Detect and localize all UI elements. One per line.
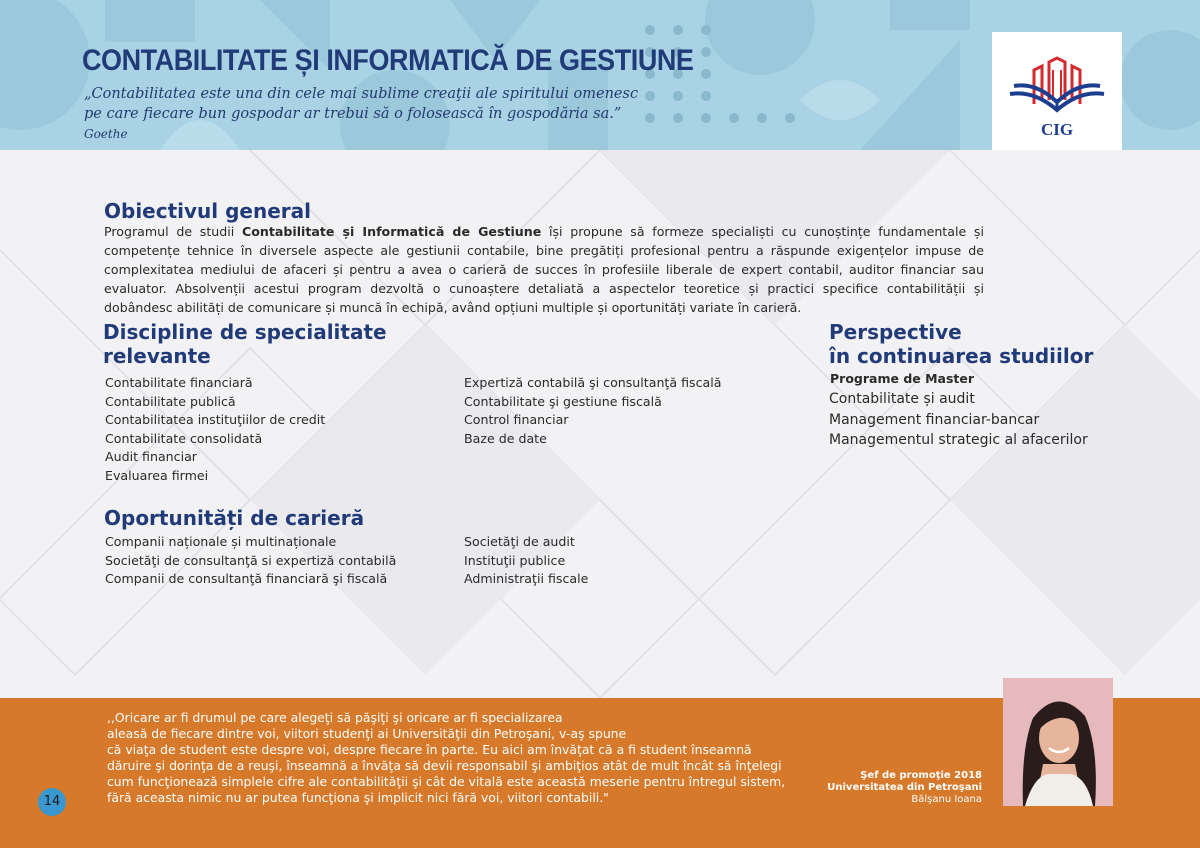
perspectives-heading-line-2: în continuarea studiilor	[829, 344, 1094, 368]
disciplines-heading	[103, 320, 387, 368]
testimonial-line: aleasă de fiecare dintre voi, viitori studenţi ai Universităţii din Petroşani, v-aş spune	[107, 726, 627, 741]
page-number-badge: 14	[38, 788, 66, 816]
perspectives-heading	[829, 320, 1093, 368]
testimonial-line: dăruire şi dorinţa de a reuşi, înseamnă a învăţa să devii responsabil şi ambiţios atât de mult încât să înţelegi	[107, 758, 782, 773]
perspectives-heading-line-1: Perspective	[829, 320, 962, 344]
list-item: Control financiar	[464, 412, 569, 428]
page-title: CONTABILITATE ȘI INFORMATICĂ DE GESTIUNE	[82, 44, 694, 77]
graduate-signature	[827, 770, 982, 806]
career-heading: Oportunități de carieră	[104, 506, 365, 530]
cig-logo	[992, 32, 1122, 150]
list-item: Audit financiar	[105, 449, 197, 465]
list-item: Contabilitate consolidată	[105, 430, 263, 446]
testimonial-footer	[0, 698, 1200, 848]
list-item: Societăţi de consultanţă si expertiză contabilă	[105, 552, 397, 568]
testimonial-line: fără aceasta nimic nu ar putea funcţiona şi implicit nici fără voi, viitori contabili."	[107, 790, 609, 805]
list-item: Contabilitate financiară	[105, 375, 253, 390]
disciplines-list-right	[464, 374, 721, 448]
objective-intro: Programul de studii	[104, 224, 242, 239]
career-list-right	[464, 533, 588, 589]
logo-text: CIG	[1040, 120, 1074, 139]
disciplines-heading-line-1: Discipline de specialitate	[103, 320, 387, 344]
list-item: Contabilitate și audit	[829, 391, 975, 407]
list-item: Companii naționale și multinaționale	[105, 534, 337, 549]
main-content	[0, 150, 1200, 698]
objective-paragraph	[104, 222, 984, 317]
list-item: Companii de consultanţă financiară şi fiscală	[105, 571, 388, 587]
goethe-quote	[84, 84, 638, 124]
objective-heading: Obiectivul general	[104, 199, 312, 223]
list-item: Management financiar-bancar	[829, 411, 1040, 428]
master-programs-label: Programe de Master	[830, 371, 975, 386]
program-name: Contabilitate și Informatică de Gestiune	[241, 224, 542, 239]
list-item: Contabilitate publică	[105, 393, 236, 409]
testimonial-line: ,,Oricare ar fi drumul pe care alegeţi să păşiţi şi oricare ar fi specializarea	[107, 710, 563, 725]
list-item: Contabilitatea instituţiilor de credit	[105, 412, 326, 428]
sig-role: Şef de promoţie 2018	[860, 770, 982, 781]
testimonial-text	[107, 710, 807, 806]
list-item: Societăţi de audit	[464, 534, 575, 549]
list-item: Instituţii publice	[464, 552, 566, 568]
sig-name: Bălşanu Ioana	[911, 794, 982, 805]
list-item: Contabilitate şi gestiune fiscală	[464, 393, 662, 409]
person-portrait-icon	[1003, 678, 1113, 806]
sig-university: Universitatea din Petroşani	[827, 782, 982, 793]
disciplines-heading-line-2: relevante	[103, 344, 211, 368]
disciplines-list-left	[105, 374, 325, 486]
testimonial-line: că viaţa de student este despre voi, despre fiecare în parte. Eu aici am învăţat că a fi student înseamnă	[107, 742, 752, 757]
list-item: Expertiză contabilă şi consultanţă fiscală	[464, 375, 722, 390]
quote-author: Goethe	[84, 127, 128, 141]
list-item: Administraţii fiscale	[464, 571, 589, 587]
graduate-photo	[1003, 678, 1113, 806]
career-list-left	[105, 533, 396, 589]
quote-line-2: pe care fiecare bun gospodar ar trebui să o folosească în gospodăria sa.”	[84, 106, 622, 122]
list-item: Managementul strategic al afacerilor	[829, 432, 1088, 449]
quote-line-1: „Contabilitatea este una din cele mai sublime creaţii ale spiritului omenesc	[84, 86, 639, 102]
page-header	[0, 0, 1200, 150]
objective-body: își propune să formeze specialiști cu cunoștințe fundamentale și competențe tehnice în diversele aspecte ale gestiunii contabile, bine pregătiți profesional pentru a răspunde exigențelor impuse de complexitatea mediului de afaceri și pentru a avea o carieră de succes în profesiile liberale de expert contabil, auditor financiar sau evaluator. Absolvenții acestui program dezvoltă o cunoaștere detaliată a aspectelor teoretice și practici specifice contabilității și dobândesc abilități de comunicare și muncă în echipă, având opțiuni multiple și oportunități variate în carieră.	[104, 224, 984, 315]
list-item: Baze de date	[464, 430, 547, 446]
list-item: Evaluarea firmei	[105, 467, 209, 483]
open-book-icon	[1008, 56, 1106, 116]
testimonial-line: cum funcţionează simplele cifre ale contabilităţii şi cât de vitală este această meserie pentru întregul sistem,	[107, 774, 786, 789]
master-programs-list	[829, 389, 1088, 451]
